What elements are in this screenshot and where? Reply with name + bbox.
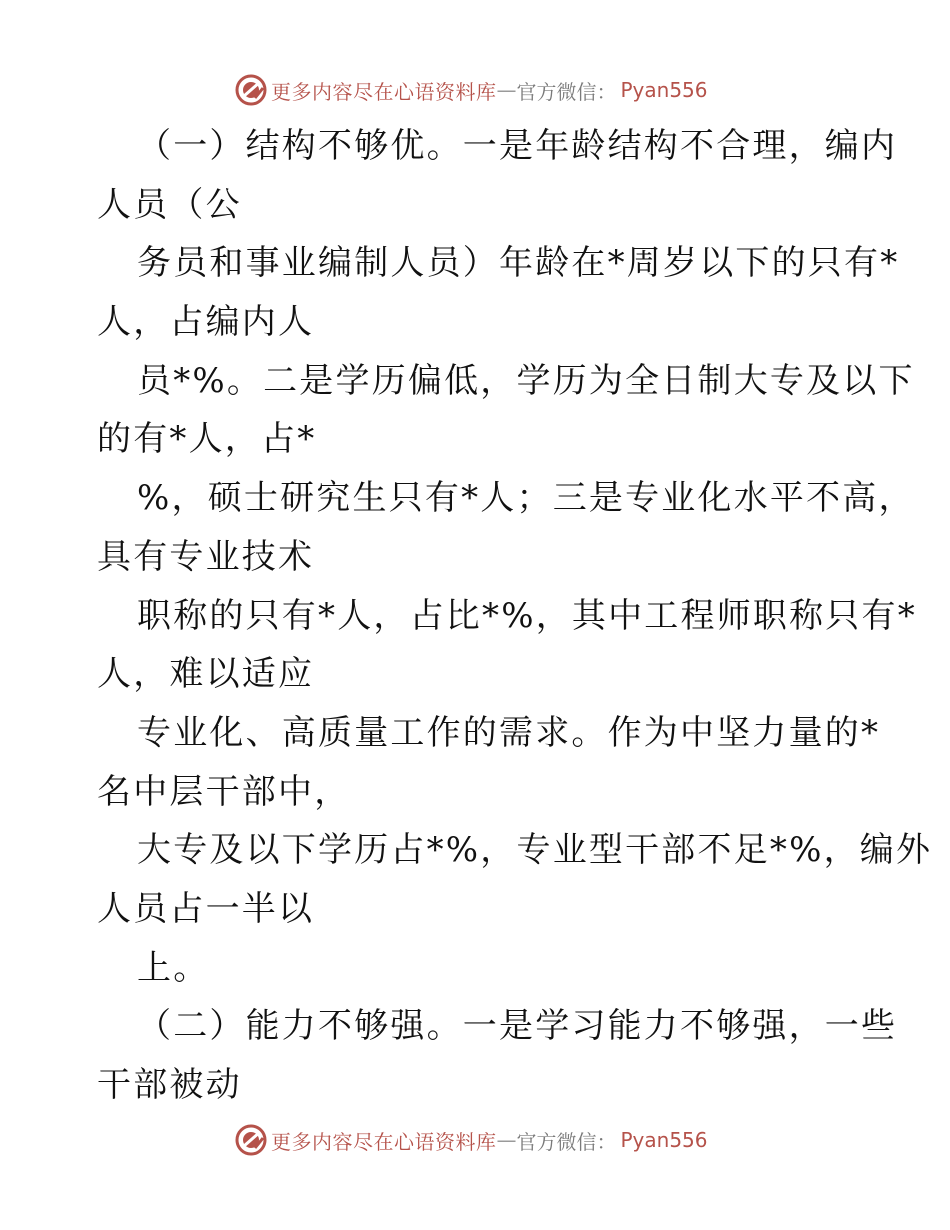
text-line: 上。 [137,947,210,988]
banner-dash: — [496,1128,517,1152]
brand-logo-icon [235,74,267,106]
text-line: %，硕士研究生只有*人；三是专业化水平不高， [137,478,915,519]
banner-wechat-label: 官方微信： [516,79,617,104]
banner-title: 更多内容尽在心语资料库 [271,1129,497,1154]
document-body [97,117,933,1115]
text-line: 职称的只有*人，占比*%，其中工程师职称只有* [137,595,917,636]
text-line: 名中层干部中， [97,771,351,812]
banner-dash: — [496,78,517,102]
text-line: 人员占一半以 [97,888,315,929]
header-watermark-banner [235,73,708,107]
text-line: 人，难以适应 [97,654,315,695]
text-line: 员*%。二是学历偏低，学历为全日制大专及以下 [137,360,915,401]
text-line: （一）结构不够优。一是年龄结构不合理，编内 [137,126,898,166]
text-line: 的有*人，占* [97,419,317,460]
text-line: 人，占编内人 [97,302,315,343]
text-line: 大专及以下学历占*%，专业型干部不足*%，编外 [137,830,933,871]
footer-watermark-banner [235,1123,708,1157]
brand-logo-icon [235,1124,267,1156]
text-line: 人员（公 [97,184,242,225]
banner-wechat-label: 官方微信： [516,1129,617,1154]
text-line: 具有专业技术 [97,536,315,577]
banner-wechat-id: Pyan556 [620,1128,708,1152]
banner-title: 更多内容尽在心语资料库 [271,79,497,104]
text-line: 务员和事业编制人员）年龄在*周岁以下的只有* [137,243,900,284]
text-line: 专业化、高质量工作的需求。作为中坚力量的* [137,712,881,753]
text-line: 干部被动 [97,1065,242,1105]
banner-wechat-id: Pyan556 [620,78,708,102]
text-line: （二）能力不够强。一是学习能力不够强，一些 [137,1006,898,1047]
